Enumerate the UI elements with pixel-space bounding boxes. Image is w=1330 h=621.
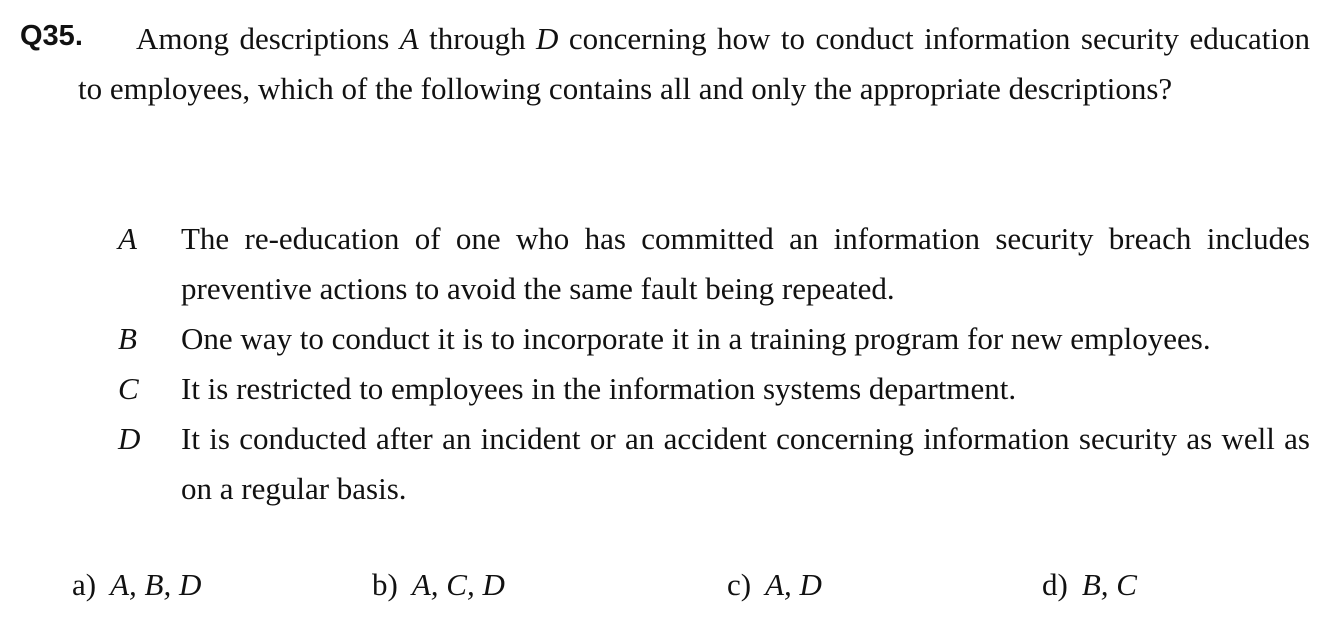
- answer-option-label: b): [372, 567, 398, 602]
- statement-a: [118, 214, 1310, 314]
- statement-c: [118, 364, 1310, 414]
- statement-letter: C: [118, 371, 139, 406]
- statement-letter: D: [118, 421, 141, 456]
- question-number: Q35.: [20, 20, 83, 52]
- answer-option-a[interactable]: [72, 560, 201, 610]
- answer-option-label: a): [72, 567, 97, 602]
- question-first-label: A: [399, 21, 419, 56]
- question-text-middle: through: [418, 21, 537, 56]
- statement-list: [118, 214, 1310, 514]
- statement-text: The re-education of one who has committed an information security breach includes preventive actions to avoid the same fault being repeated.: [181, 221, 1310, 306]
- question-last-label: D: [536, 21, 559, 56]
- answer-option-value: B, C: [1081, 567, 1137, 602]
- statement-text: It is conducted after an incident or an accident concerning information security as well as on a regular basis.: [181, 421, 1310, 506]
- answer-option-c[interactable]: [727, 560, 822, 610]
- answer-option-label: c): [727, 567, 752, 602]
- answer-option-value: A, D: [765, 567, 822, 602]
- statement-d: [118, 414, 1310, 514]
- statement-b: [118, 314, 1310, 364]
- question-text-before: Among descriptions: [136, 21, 400, 56]
- question-text-after: concerning how to conduct information security education to employees, which of the following contains all and only the appropriate descriptions?: [78, 21, 1310, 106]
- answer-options: [72, 560, 1272, 610]
- answer-option-d[interactable]: [1042, 560, 1137, 610]
- answer-option-label: d): [1042, 567, 1068, 602]
- answer-option-value: A, B, D: [110, 567, 202, 602]
- question-text: [78, 14, 1310, 114]
- question-block: [20, 14, 1310, 114]
- statement-letter: A: [118, 221, 137, 256]
- answer-option-value: A, C, D: [411, 567, 505, 602]
- answer-option-b[interactable]: [372, 560, 505, 610]
- statement-text: It is restricted to employees in the information systems department.: [181, 371, 1017, 406]
- statement-text: One way to conduct it is to incorporate it in a training program for new employees.: [181, 321, 1211, 356]
- statement-letter: B: [118, 321, 137, 356]
